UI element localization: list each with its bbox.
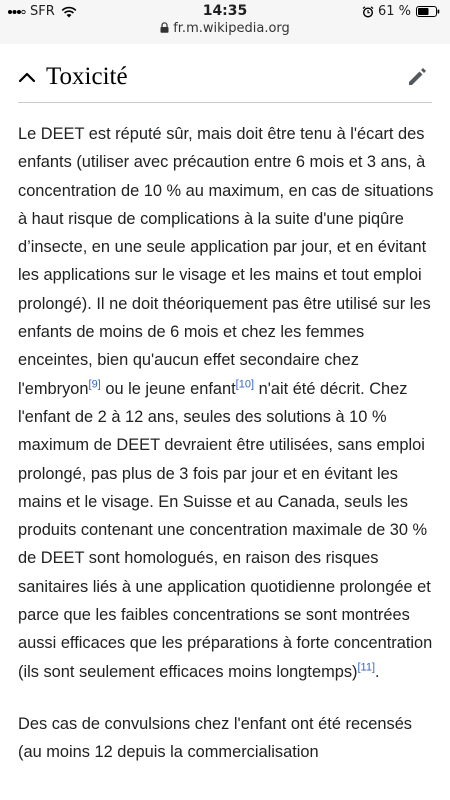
chevron-up-icon[interactable]: [18, 71, 36, 83]
url-text: fr.m.wikipedia.org: [173, 21, 290, 36]
right-status: [362, 4, 440, 19]
reference-9[interactable]: [89, 378, 101, 390]
carrier-name: SFR: [30, 4, 55, 19]
alarm-icon: [362, 6, 374, 18]
paragraph-1-text-c: n'ait été décrit. Chez l'enfant de 2 à 12 ans, seules des solutions à 10 % maximum de DEET devraient être utilisées, sans emploi prolongé, pas plus de 3 fois par jour et en évitant les mains et le visage. En Suisse et au Canada, seuls les produits contenant une concentration maximale de 30 % de DEET sont homologués, en raison des risques sanitaires liés à une application quotidienne prolongée et parce que les faibles concentrations se sont montrées aussi efficaces que les préparations à forte concentration (ils sont seulement efficaces moins longtemps): [18, 379, 433, 681]
reference-10[interactable]: [236, 378, 254, 390]
paragraph-2: Des cas de convulsions chez l'enfant ont été recensés (au moins 12 depuis la commercialisation: [18, 714, 412, 762]
paragraph-1-text-a: Le DEET est réputé sûr, mais doit être tenu à l'écart des enfants (utiliser avec précaution entre 6 mois et 3 ans, à concentration de 10 % au maximum, en cas de situations à haut risque de complications à la suite d'une piqûre d’insecte, en une seule application par jour, et en évitant les applications sur le visage et les mains et tout emploi prolongé). Il ne doit théoriquement pas être utilisé sur les enfants de moins de 6 mois et chez les femmes enceintes, bien qu'aucun effet secondaire chez l'embryon: [18, 125, 434, 398]
reference-11-link[interactable]: [11]: [357, 661, 376, 674]
edit-section-button[interactable]: [404, 64, 430, 90]
battery-icon: [416, 6, 440, 17]
pencil-icon: [406, 66, 428, 88]
address-bar[interactable]: [0, 21, 450, 36]
paragraph-1-text-b: ou le jeune enfant: [100, 379, 236, 398]
section-title[interactable]: Toxicité: [46, 63, 128, 90]
reference-11[interactable]: [358, 661, 376, 673]
article-content: [18, 120, 434, 791]
section-header: [18, 52, 432, 103]
battery-percent: 61 %: [377, 4, 411, 19]
reference-9-link[interactable]: [9]: [88, 378, 101, 391]
clock: 14:35: [202, 3, 248, 19]
reference-10-link[interactable]: [10]: [235, 378, 255, 391]
paragraph-1-text-d: .: [375, 662, 380, 681]
paragraph-1: [18, 120, 434, 686]
status-bar: [0, 0, 450, 44]
lock-icon: [160, 22, 169, 33]
